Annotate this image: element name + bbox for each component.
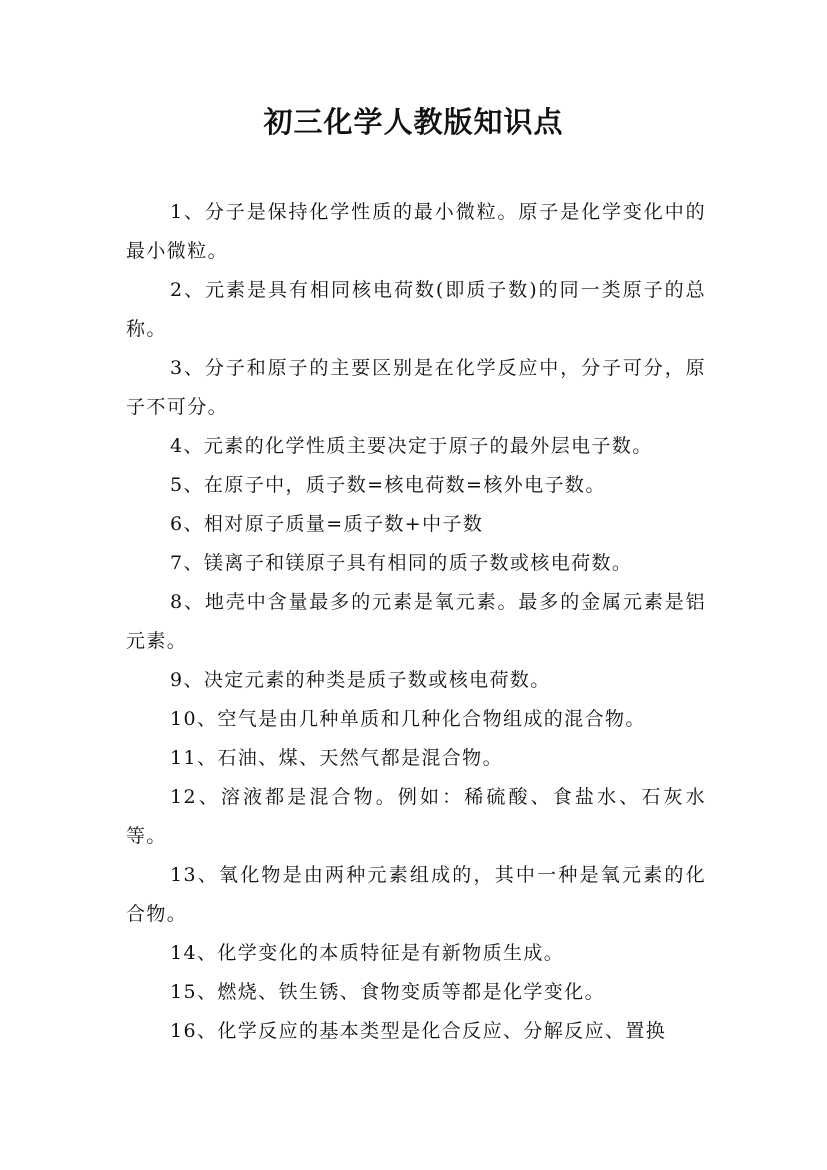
paragraph-4: 4、元素的化学性质主要决定于原子的最外层电子数。 (170, 435, 653, 457)
paragraph-9: 9、决定元素的种类是质子数或核电荷数。 (170, 669, 551, 691)
paragraph-12: 12、溶液都是混合物。例如：稀硫酸、食盐水、石灰水等。 (126, 786, 706, 847)
paragraph-15: 15、燃烧、铁生锈、食物变质等都是化学变化。 (170, 981, 605, 1003)
paragraph-2: 2、元素是具有相同核电荷数(即质子数)的同一类原子的总称。 (126, 279, 706, 340)
paragraph-16: 16、化学反应的基本类型是化合反应、分解反应、置换 (170, 1020, 667, 1042)
paragraph-8: 8、地壳中含量最多的元素是氧元素。最多的金属元素是铝元素。 (126, 591, 706, 652)
paragraph-5: 5、在原子中，质子数=核电荷数=核外电子数。 (170, 474, 606, 496)
paragraph-11: 11、石油、煤、天然气都是混合物。 (170, 747, 503, 769)
paragraph-14: 14、化学变化的本质特征是有新物质生成。 (170, 942, 565, 964)
paragraph-13: 13、氧化物是由两种元素组成的，其中一种是氧元素的化合物。 (126, 864, 706, 925)
paragraph-7: 7、镁离子和镁原子具有相同的质子数或核电荷数。 (170, 552, 633, 574)
document-title: 初三化学人教版知识点 (263, 105, 564, 139)
document-body (126, 193, 706, 1051)
paragraph-10: 10、空气是由几种单质和几种化合物组成的混合物。 (170, 708, 646, 730)
paragraph-3: 3、分子和原子的主要区别是在化学反应中，分子可分，原子不可分。 (126, 357, 706, 418)
paragraph-6: 6、相对原子质量=质子数+中子数 (170, 513, 484, 535)
paragraph-1: 1、分子是保持化学性质的最小微粒。原子是化学变化中的最小微粒。 (126, 201, 706, 262)
